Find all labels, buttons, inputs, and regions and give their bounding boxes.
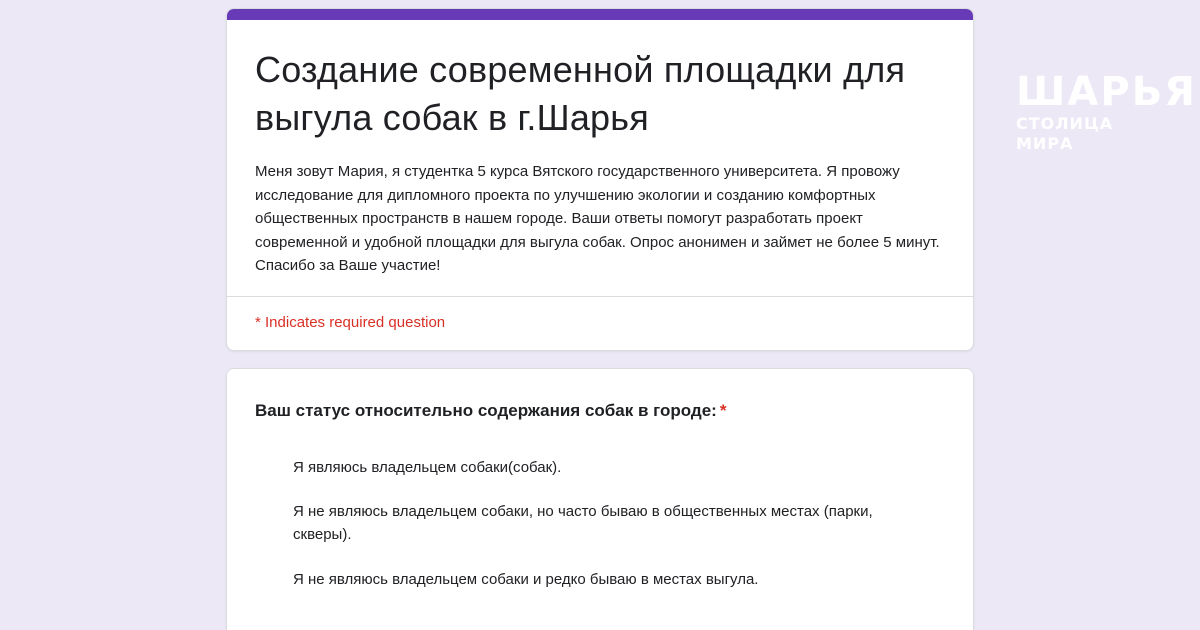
radio-option-non-owner-frequent[interactable]: Я не являюсь владельцем собаки, но часто бываю в общественных местах (парки, скверы). [293, 503, 873, 543]
question-title [255, 401, 726, 421]
question-card [226, 368, 974, 630]
header-divider [227, 296, 973, 297]
question-title-text: Ваш статус относительно содержания собак в городе: [255, 401, 717, 420]
watermark-sub-text: СТОЛИЦА МИРА [1016, 114, 1114, 153]
sharya-logo-watermark [1016, 69, 1197, 154]
form-title: Создание современной площадки для выгула собак в г.Шарья [255, 49, 906, 138]
form-description: Меня зовут Мария, я студентка 5 курса Вятского государственного университета. Я провожу исследование для дипломного проекта по улучшению экологии и созданию комфортных общественных пространств в нашем городе. Ваши ответы помогут разработать проект современной и удобной площадки для выгула собак. Опрос анонимен и займет не более 5 минут. Спасибо за Ваше участие! [255, 163, 940, 274]
required-question-note: * Indicates required question [255, 314, 446, 331]
radio-option-owner[interactable]: Я являюсь владельцем собаки(собак). [293, 459, 562, 476]
watermark-main-text: ШАРЬЯ [1016, 69, 1197, 115]
required-asterisk: * [719, 401, 727, 420]
radio-option-non-owner-rare[interactable]: Я не являюсь владельцем собаки и редко бываю в местах выгула. [293, 571, 759, 588]
form-header-content [227, 20, 973, 278]
form-header-card [226, 8, 974, 351]
form-accent-bar [227, 9, 973, 20]
